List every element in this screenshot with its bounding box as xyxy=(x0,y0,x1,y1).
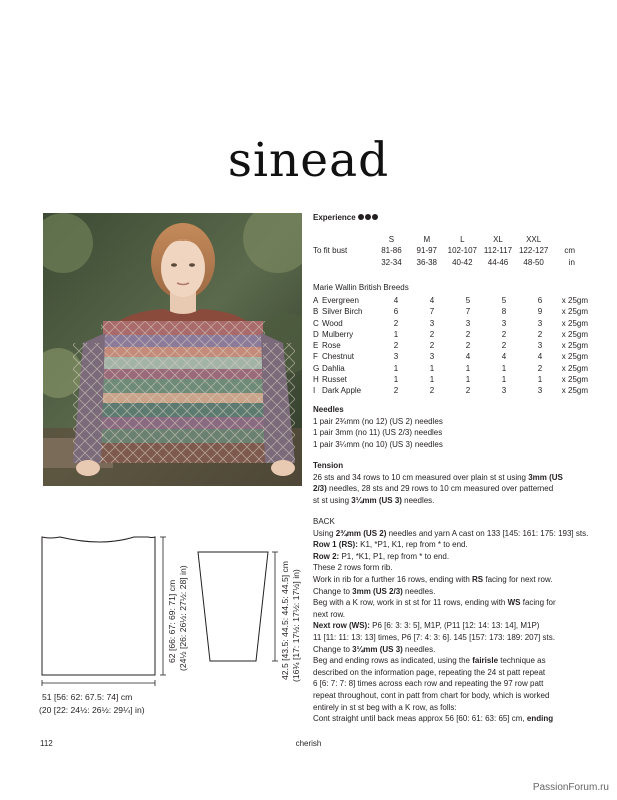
experience-dot-icon xyxy=(358,214,364,220)
yarn-qty: 2 xyxy=(537,363,543,373)
instr-text: Beg and ending rows as indicated, using the xyxy=(313,656,473,666)
size-cm: 91-97 xyxy=(416,246,438,256)
sizes-in-row xyxy=(313,257,575,268)
yarn-name: Silver Birch xyxy=(322,307,363,317)
experience-dot-icon xyxy=(365,214,371,220)
body-height-in: (24½ [26: 26½: 27½: 28] in) xyxy=(178,565,188,671)
instr-text: K1, *P1, K1, rep from * to end. xyxy=(357,540,468,550)
size-in: 36-38 xyxy=(416,257,438,267)
needles-line: 1 pair 2¾mm (no 12) (US 2) needles xyxy=(313,416,443,426)
yarn-qty: 1 xyxy=(393,329,399,339)
yarn-qty: 7 xyxy=(465,307,471,317)
yarn-qty: 3 xyxy=(501,386,507,396)
instruction-line xyxy=(313,539,588,551)
instr-bold: RS xyxy=(472,574,484,584)
size-label: L xyxy=(460,235,465,244)
experience-dot-icon xyxy=(372,214,378,220)
experience xyxy=(313,212,379,224)
tension-line xyxy=(313,495,563,507)
instruction-line: next row. xyxy=(313,609,346,619)
yarn-unit: x 25gm xyxy=(561,386,588,396)
yarn-code: I xyxy=(313,386,316,396)
size-cm: 81-86 xyxy=(381,246,402,256)
yarn-name: Dark Apple xyxy=(322,386,362,396)
yarn-qty: 8 xyxy=(501,307,507,317)
cm-unit: cm xyxy=(564,246,575,256)
yarn-code: B xyxy=(313,307,319,317)
yarn-qty: 2 xyxy=(465,341,471,351)
yarn-row xyxy=(313,295,588,306)
instr-text: needles and yarn A cast on 133 [145: 161: 175: 193] sts. xyxy=(386,528,589,538)
yarn-qty: 3 xyxy=(537,341,543,351)
instr-text: Beg with a K row, work in st st for 11 rows, ending with xyxy=(313,598,508,608)
yarn-qty: 1 xyxy=(465,375,471,385)
yarn-qty: 3 xyxy=(429,352,435,362)
size-in: 40-42 xyxy=(452,257,473,267)
yarn-qty: 2 xyxy=(537,329,543,339)
size-in: 32-34 xyxy=(381,257,402,267)
instr-text: facing for next row. xyxy=(483,574,553,584)
yarn-code: H xyxy=(313,375,319,385)
yarn-name: Mulberry xyxy=(322,329,354,339)
tension-section xyxy=(313,460,563,506)
instruction-line xyxy=(313,597,588,609)
instr-needle: 3mm (US 2/3) xyxy=(352,586,403,596)
size-cm: 102-107 xyxy=(447,246,477,256)
yarn-code: D xyxy=(313,329,319,339)
yarn-unit: x 25gm xyxy=(561,352,588,362)
tension-needle: 2/3) xyxy=(313,484,327,494)
yarn-qty: 6 xyxy=(393,307,399,317)
yarn-name: Evergreen xyxy=(322,296,359,305)
instruction-line: entirely in st st beg with a K row, as folls: xyxy=(313,702,457,712)
yarn-qty: 3 xyxy=(393,352,399,362)
yarn-code: C xyxy=(313,318,319,328)
yarn-name: Chestnut xyxy=(322,352,355,362)
in-unit: in xyxy=(568,257,575,267)
instr-text: Work in rib for a further 16 rows, ending with xyxy=(313,574,473,584)
page-title: sinead xyxy=(227,133,390,188)
yarn-qty: 2 xyxy=(393,318,399,328)
tension-heading: Tension xyxy=(313,461,344,470)
yarn-qty: 2 xyxy=(429,329,435,339)
instruction-line xyxy=(313,586,588,598)
yarn-qty: 4 xyxy=(465,352,471,362)
yarn-qty: 1 xyxy=(501,375,507,385)
back-section xyxy=(313,516,588,725)
yarn-qty: 1 xyxy=(429,363,435,373)
yarn-qty: 4 xyxy=(537,352,543,362)
width-in: (20 [22: 24½: 26½: 29¼] in) xyxy=(39,705,145,715)
yarn-code: A xyxy=(313,296,319,305)
tension-text: 26 sts and 34 rows to 10 cm measured over plain st st using xyxy=(313,472,529,482)
yarn-qty: 3 xyxy=(501,318,507,328)
sizes-header-row xyxy=(313,234,575,245)
instr-bold: ending xyxy=(526,714,554,724)
instr-text: facing for xyxy=(520,598,556,608)
instruction-line xyxy=(313,644,588,656)
yarn-row xyxy=(313,351,588,362)
body-outline xyxy=(42,537,155,675)
yarn-qty: 1 xyxy=(501,363,507,373)
model-photo xyxy=(43,213,302,486)
to-fit-label: To fit bust xyxy=(313,246,348,256)
tension-text: needles, 28 sts and 29 rows to 10 cm measured over patterned xyxy=(326,484,554,494)
instruction-line: repeat throughout, cont in patt from chart for body, which is worked xyxy=(313,690,550,700)
yarn-name: Wood xyxy=(322,318,343,328)
experience-dots xyxy=(358,213,379,222)
yarn-code: E xyxy=(313,341,319,351)
yarn-heading: Marie Wallin British Breeds xyxy=(313,283,409,292)
yarn-qty: 1 xyxy=(429,375,435,385)
yarn-qty: 2 xyxy=(501,329,507,339)
yarn-qty: 9 xyxy=(537,307,543,317)
tension-needle: 3mm (US xyxy=(528,472,563,482)
yarn-qty: 2 xyxy=(501,341,507,351)
instr-bold: fairisle xyxy=(472,656,499,666)
instruction-line: 6 [6: 7: 7: 8] times across each row and repeating the 97 row patt xyxy=(313,679,544,689)
yarn-unit: x 25gm xyxy=(561,375,588,385)
yarn-row xyxy=(313,340,588,351)
yarn-unit: x 25gm xyxy=(561,329,588,339)
yarn-name: Russet xyxy=(322,375,347,385)
needles-heading: Needles xyxy=(313,405,344,414)
yarn-qty: 3 xyxy=(465,318,471,328)
yarn-qty: 3 xyxy=(429,318,435,328)
instr-text: Change to xyxy=(313,644,353,654)
tension-text: needles. xyxy=(401,495,435,505)
instr-text: Change to xyxy=(313,586,353,596)
instruction-line: 11 [11: 11: 13: 13] times, P6 [7: 4: 3: 6]. 145 [157: 173: 189: 207] sts. xyxy=(313,632,555,642)
sleeve-length-cm: 42.5 [43.5: 44.5: 44.5: 44.5] cm xyxy=(280,561,290,680)
instr-text: needles. xyxy=(402,644,436,654)
instr-text: Cont straight until back meas approx 56 [60: 61: 63: 65] cm, xyxy=(313,714,527,724)
yarn-code: G xyxy=(313,363,320,373)
yarn-qty: 2 xyxy=(429,341,435,351)
yarn-name: Dahlia xyxy=(322,363,345,373)
yarn-qty: 5 xyxy=(465,296,471,305)
yarn-name: Rose xyxy=(322,341,341,351)
yarn-unit: x 25gm xyxy=(561,318,588,328)
yarn-code: F xyxy=(313,352,318,362)
instr-text: needles. xyxy=(402,586,436,596)
size-label: XXL xyxy=(526,235,542,244)
yarn-qty: 1 xyxy=(465,363,471,373)
tension-line xyxy=(313,483,563,495)
yarn-qty: 3 xyxy=(537,386,543,396)
tension-text: st st using xyxy=(313,495,352,505)
instr-text: Using xyxy=(313,528,336,538)
body-height-cm: 62 [66: 67: 69: 71] cm xyxy=(167,579,177,663)
needles-section xyxy=(313,404,443,450)
yarn-qty: 4 xyxy=(393,296,399,305)
width-cm: 51 [56: 62: 67.5: 74] cm xyxy=(42,692,133,702)
needles-line: 1 pair 3¼mm (no 10) (US 3) needles xyxy=(313,439,443,449)
yarn-qty: 1 xyxy=(393,375,399,385)
yarn-qty: 4 xyxy=(501,352,507,362)
row-label: Next row (WS): xyxy=(313,621,370,631)
yarn-unit: x 25gm xyxy=(561,341,588,351)
tension-line xyxy=(313,472,563,484)
yarn-qty: 4 xyxy=(429,296,435,305)
instr-needle: 2¾mm (US 2) xyxy=(335,528,387,538)
yarn-qty: 1 xyxy=(393,363,399,373)
sleeve-outline xyxy=(198,552,268,661)
yarn-row xyxy=(313,363,588,374)
row-label: Row 2: xyxy=(313,551,340,561)
size-in: 48-50 xyxy=(523,257,544,267)
instruction-line xyxy=(313,574,588,586)
instr-bold: WS xyxy=(507,598,521,608)
tension-needle: 3¼mm (US 3) xyxy=(351,495,402,505)
yarn-qty: 2 xyxy=(465,386,471,396)
instr-text: P6 [6: 3: 3: 5], M1P, (P11 [12: 14: 13: 14], M1P) xyxy=(369,621,540,631)
back-heading: BACK xyxy=(313,517,335,526)
yarn-qty: 6 xyxy=(537,296,543,305)
yarn-row xyxy=(313,329,588,340)
publication-name: cherish xyxy=(295,739,322,748)
size-label: S xyxy=(388,235,395,244)
size-cm: 112-117 xyxy=(483,246,513,256)
yarn-row xyxy=(313,374,588,385)
size-in: 44-46 xyxy=(487,257,509,267)
instruction-line: These 2 rows form rib. xyxy=(313,563,393,573)
instr-needle: 3¼mm (US 3) xyxy=(352,644,403,654)
yarn-qty: 2 xyxy=(393,341,399,351)
instr-text: technique as xyxy=(498,656,546,666)
yarn-qty: 2 xyxy=(429,386,435,396)
yarn-table xyxy=(313,295,588,397)
yarn-qty: 5 xyxy=(501,296,507,305)
sizes-table xyxy=(313,234,575,268)
yarn-row xyxy=(313,306,588,317)
yarn-qty: 3 xyxy=(537,318,543,328)
yarn-row xyxy=(313,385,588,396)
experience-label: Experience xyxy=(313,213,356,222)
yarn-unit: x 25gm xyxy=(561,307,588,317)
instruction-line xyxy=(313,655,588,667)
sleeve-length-in: (16¾ [17: 17½: 17½: 17½] in) xyxy=(291,569,301,682)
instruction-line xyxy=(313,528,588,540)
instruction-line: described on the information page, repeating the 24 st patt repeat xyxy=(313,667,546,677)
yarn-unit: x 25gm xyxy=(561,363,588,373)
sizes-cm-row xyxy=(313,245,575,256)
watermark: PassionForum.ru xyxy=(532,782,609,793)
page-number: 112 xyxy=(40,739,53,748)
size-label: M xyxy=(423,235,431,244)
instruction-line xyxy=(313,713,588,725)
instr-text: P1, *K1, P1, rep from * to end. xyxy=(339,551,450,561)
yarn-qty: 2 xyxy=(393,386,399,396)
yarn-qty: 1 xyxy=(537,375,543,385)
size-label: XL xyxy=(493,235,503,244)
yarn-unit: x 25gm xyxy=(561,296,588,305)
yarn-qty: 2 xyxy=(465,329,471,339)
size-cm: 122-127 xyxy=(518,246,549,256)
instruction-line xyxy=(313,620,588,632)
yarn-qty: 7 xyxy=(429,307,435,317)
sweater-photo-image xyxy=(43,213,302,486)
needles-line: 1 pair 3mm (no 11) (US 2/3) needles xyxy=(313,428,443,438)
yarn-row xyxy=(313,318,588,329)
row-label: Row 1 (RS): xyxy=(313,540,358,550)
instruction-line xyxy=(313,551,588,563)
